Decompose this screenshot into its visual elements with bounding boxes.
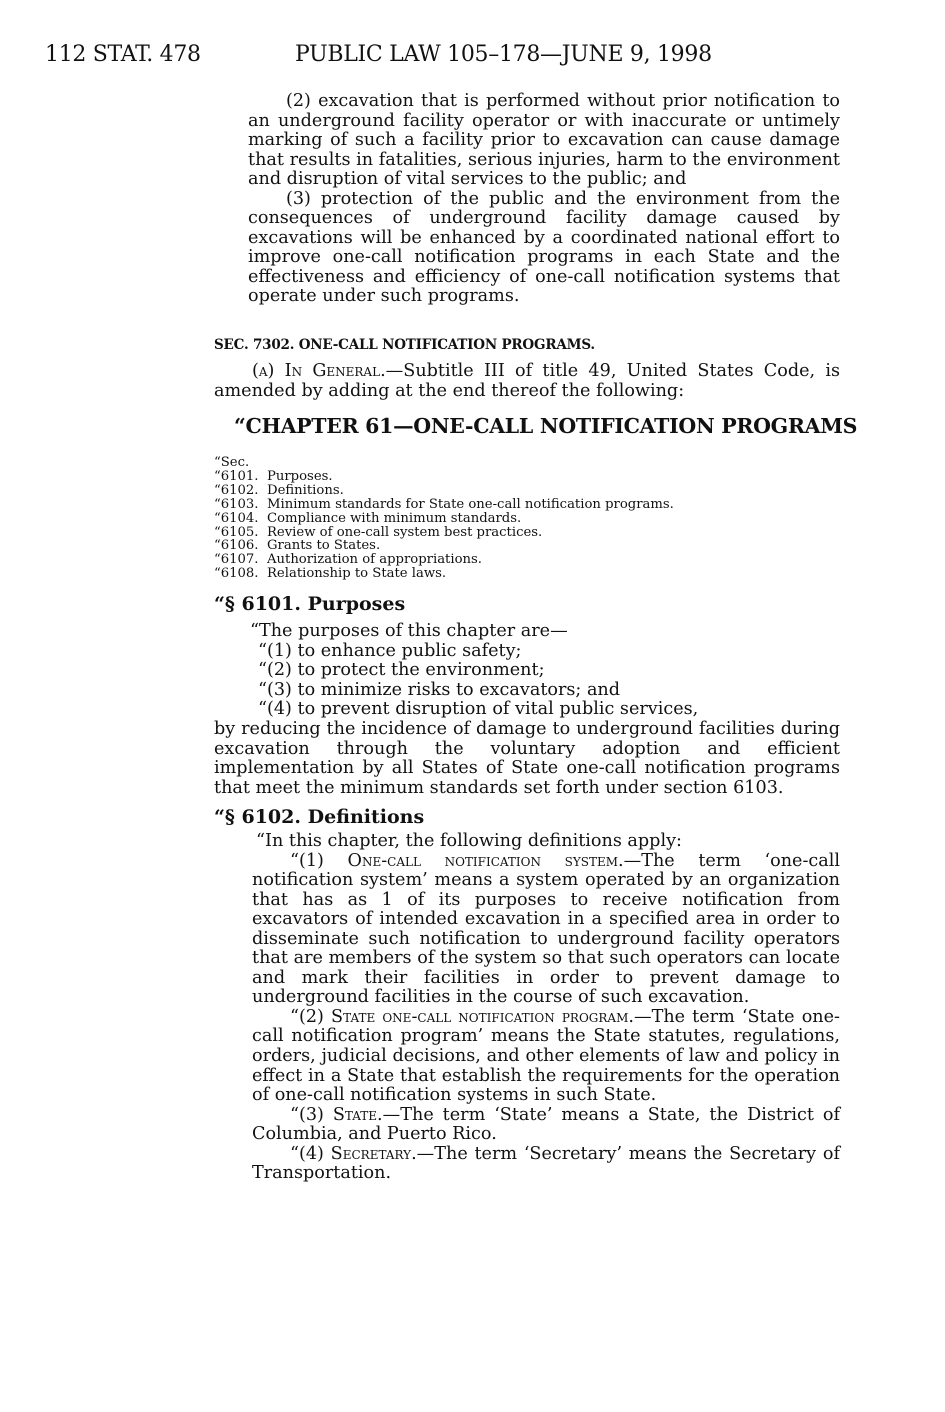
definition-item bbox=[252, 1106, 840, 1145]
purpose-item: “(3) to minimize risks to excavators; and bbox=[258, 679, 621, 700]
toc-item bbox=[214, 498, 674, 512]
toc-num: “6106. bbox=[214, 538, 259, 554]
def-text: —The term ‘State one-call notification program’ means the State statutes, regulations, orders, judicial decisions, and other elements of law and policy in effect in a State that establish the requirements for the operation of one-call notification systems in such State. bbox=[252, 1006, 840, 1106]
purpose-item: “(4) to prevent disruption of vital public services, bbox=[258, 699, 699, 720]
toc-title: Compliance with minimum standards. bbox=[267, 510, 522, 526]
purpose-item: “(2) to protect the environment; bbox=[258, 660, 545, 681]
def-lead: “(3) bbox=[290, 1104, 333, 1125]
def-term: One-call notification system. bbox=[347, 850, 624, 871]
toc-item bbox=[214, 512, 674, 526]
def-term: State. bbox=[332, 1104, 383, 1125]
definition-item bbox=[252, 1145, 840, 1184]
toc-item bbox=[214, 539, 674, 553]
def-term: Secretary. bbox=[330, 1143, 417, 1164]
toc-title: Minimum standards for State one-call notification programs. bbox=[267, 496, 674, 512]
toc-item bbox=[214, 470, 674, 484]
toc-num: “6101. bbox=[214, 468, 259, 484]
toc-num: “6104. bbox=[214, 510, 259, 526]
toc-num: “6103. bbox=[214, 496, 259, 512]
section-6101-body bbox=[214, 622, 840, 798]
section-subsection-a bbox=[214, 362, 840, 401]
def-text: —The term ‘Secretary’ means the Secretary of Transportation. bbox=[252, 1143, 840, 1184]
paragraph-3: (3) protection of the public and the environment from the consequences of underground facility damage caused by excavations will be enhanced by a coordinated national effort to improve one-call notification programs in each State and the effectiveness and efficiency of one-call notification systems that operate under such programs. bbox=[248, 188, 840, 306]
toc-title: Authorization of appropriations. bbox=[267, 552, 482, 568]
toc-num: “6105. bbox=[214, 524, 259, 540]
section-6102-body bbox=[252, 832, 840, 1184]
section-heading: SEC. 7302. ONE-CALL NOTIFICATION PROGRAMS. bbox=[214, 337, 595, 353]
definition-item bbox=[252, 1008, 840, 1106]
purpose-item: “(1) to enhance public safety; bbox=[258, 640, 522, 661]
toc-item bbox=[214, 526, 674, 540]
definition-item bbox=[252, 852, 840, 1008]
paragraph-2: (2) excavation that is performed without prior notification to an underground facility operator or with inaccurate or untimely marking of such a facility prior to excavation can cause damage that results in fatalities, serious injuries, harm to the environment and disruption of vital services to the public; and bbox=[248, 91, 840, 189]
def-term: State one-call notification program. bbox=[331, 1006, 634, 1027]
toc-title: Relationship to State laws. bbox=[267, 566, 447, 582]
toc-num: “6107. bbox=[214, 552, 259, 568]
intro-paragraphs bbox=[248, 92, 840, 307]
purposes-intro: “The purposes of this chapter are— bbox=[250, 621, 568, 641]
toc-item bbox=[214, 484, 674, 498]
def-text: —The term ‘one-call notification system’ means a system operated by an organization that has as 1 of its purposes to receive notification from excavators of intended excavation in a specified area in order to disseminate such notification to underground facility operators that are members of the system so that such operators can locate and mark their facilities in order to prevent damage to underground facilities in the course of such excavation. bbox=[252, 850, 840, 1008]
toc-header: “Sec. bbox=[214, 455, 250, 470]
toc-title: Grants to States. bbox=[267, 538, 381, 554]
subsection-label: (a) In General. bbox=[252, 361, 386, 381]
section-6102-heading: “§ 6102. Definitions bbox=[214, 806, 425, 828]
def-text: —The term ‘State’ means a State, the District of Columbia, and Puerto Rico. bbox=[252, 1104, 841, 1145]
section-6101-heading: “§ 6101. Purposes bbox=[214, 593, 406, 615]
def-lead: “(4) bbox=[290, 1143, 331, 1164]
law-title: PUBLIC LAW 105–178—JUNE 9, 1998 bbox=[295, 42, 712, 67]
table-of-contents bbox=[214, 456, 674, 581]
toc-num: “6102. bbox=[214, 482, 259, 498]
toc-title: Purposes. bbox=[267, 468, 333, 484]
definitions-intro: “In this chapter, the following definitions apply: bbox=[256, 831, 682, 851]
def-lead: “(1) bbox=[290, 850, 348, 871]
page-header bbox=[45, 42, 905, 76]
toc-title: Review of one-call system best practices. bbox=[267, 524, 543, 540]
toc-title: Definitions. bbox=[267, 482, 344, 498]
stat-page-number: 112 STAT. 478 bbox=[45, 42, 201, 67]
toc-num: “6108. bbox=[214, 566, 259, 582]
toc-item bbox=[214, 553, 674, 567]
purposes-closing: by reducing the incidence of damage to underground facilities during excavation through the voluntary adoption and efficient implementation by all States of State one-call notification programs that meet the minimum standards set forth under section 6103. bbox=[214, 718, 840, 798]
subsection-text: —Subtitle III of title 49, United States Code, is amended by adding at the end thereof the following: bbox=[214, 361, 841, 401]
toc-item bbox=[214, 567, 674, 581]
chapter-title: “CHAPTER 61—ONE-CALL NOTIFICATION PROGRAMS bbox=[234, 414, 858, 438]
def-lead: “(2) bbox=[290, 1006, 332, 1027]
